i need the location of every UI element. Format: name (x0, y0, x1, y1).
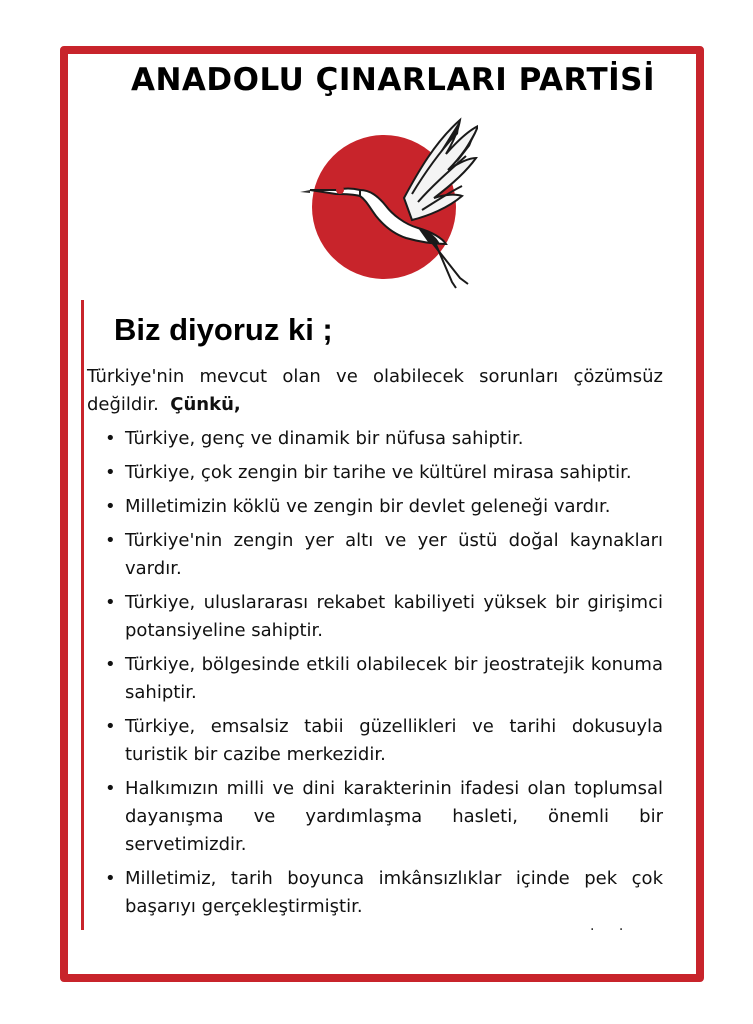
section-heading: Biz diyoruz ki ; (114, 312, 333, 347)
list-item (105, 775, 663, 859)
bullet-icon: • (105, 428, 116, 449)
list-item (105, 527, 663, 583)
party-logo (300, 112, 478, 290)
list-item-text: Türkiye, uluslararası rekabet kabiliyeti yüksek bir girişimci potansiyeline sahiptir. (125, 592, 663, 641)
bullet-icon: • (105, 462, 116, 483)
bullet-icon: • (105, 592, 116, 613)
reasons-list (105, 425, 663, 927)
list-item (105, 713, 663, 769)
continuation-dots: . . (590, 918, 634, 934)
list-item-text: Halkımızın milli ve dini karakterinin ifadesi olan toplumsal dayanışma ve yardımlaşma hasleti, önemli bir servetimizdir. (125, 778, 663, 855)
list-item-text: Milletimizin köklü ve zengin bir devlet geleneği vardır. (125, 496, 611, 517)
bullet-icon: • (105, 716, 116, 737)
list-item-text: Milletimiz, tarih boyunca imkânsızlıklar içinde pek çok başarıyı gerçekleştirmiştir. (125, 868, 663, 917)
bullet-icon: • (105, 778, 116, 799)
list-item-text: Türkiye'nin zengin yer altı ve yer üstü doğal kaynakları vardır. (125, 530, 663, 579)
list-item (105, 425, 663, 453)
bullet-icon: • (105, 530, 116, 551)
bullet-icon: • (105, 496, 116, 517)
bullet-icon: • (105, 868, 116, 889)
list-item-text: Türkiye, bölgesinde etkili olabilecek bir jeostratejik konuma sahiptir. (125, 654, 663, 703)
intro-paragraph (87, 363, 663, 419)
party-title: ANADOLU ÇINARLARI PARTİSİ (130, 62, 656, 98)
crane-over-red-sun-icon (300, 112, 478, 290)
list-item (105, 865, 663, 921)
list-item-text: Türkiye, genç ve dinamik bir nüfusa sahiptir. (125, 428, 524, 449)
list-item (105, 493, 663, 521)
list-item (105, 459, 663, 487)
list-item (105, 589, 663, 645)
bullet-icon: • (105, 654, 116, 675)
intro-text: Türkiye'nin mevcut olan ve olabilecek sorunları çözümsüz değildir. (87, 366, 663, 415)
list-item (105, 651, 663, 707)
list-item-text: Türkiye, çok zengin bir tarihe ve kültürel mirasa sahiptir. (125, 462, 632, 483)
content-accent-bar (81, 300, 84, 930)
list-item-text: Türkiye, emsalsiz tabii güzellikleri ve tarihi dokusuyla turistik bir cazibe merkezidir. (125, 716, 663, 765)
intro-bold: Çünkü, (170, 394, 241, 415)
